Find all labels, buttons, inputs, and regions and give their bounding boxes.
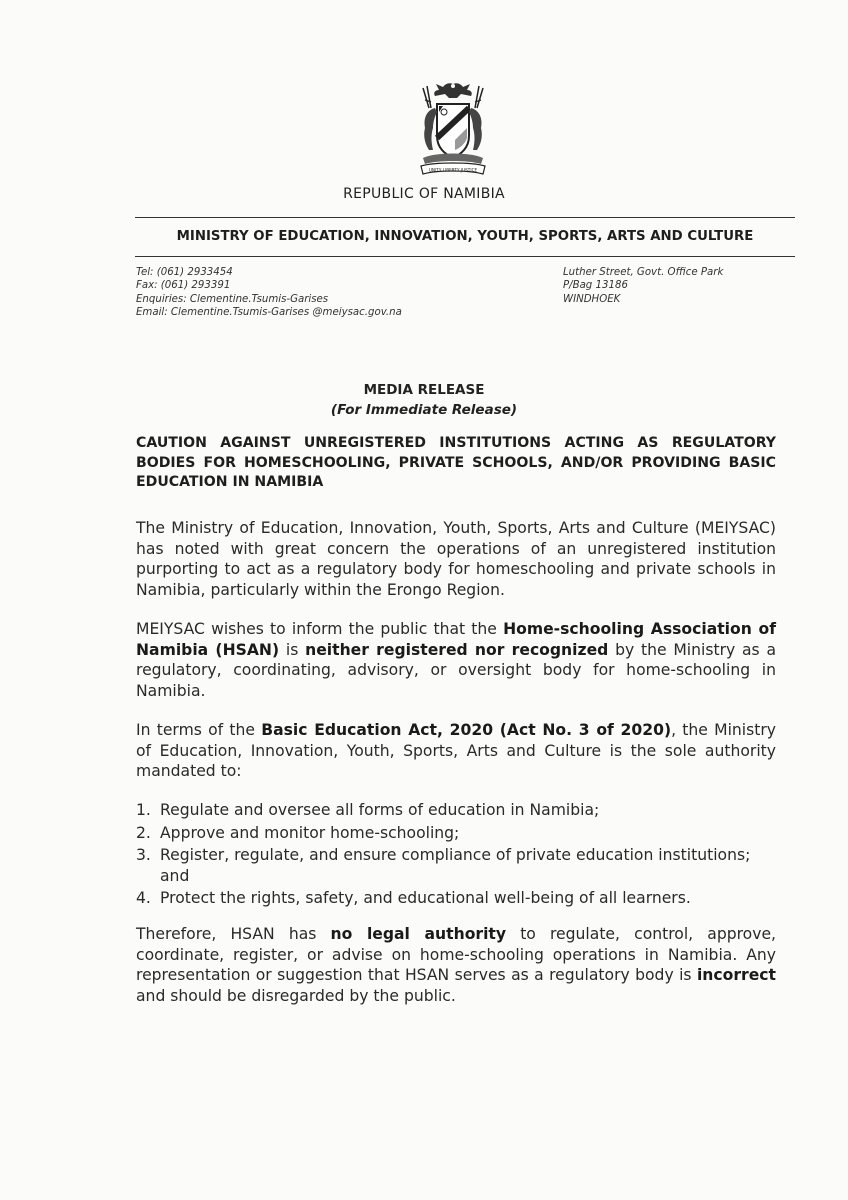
not-registered-emphasis: neither registered nor recognized (305, 640, 609, 659)
release-heading (0, 380, 848, 420)
paragraph-1: The Ministry of Education, Innovation, Youth, Sports, Arts and Culture (MEIYSAC) has noted with great concern the operations of an unregistered institution purporting to act as a regulatory body for homeschooling and private schools in Namibia, particularly within the Erongo Region. (136, 519, 776, 599)
hsan-name: Home-schooling Association of Namibia (HSAN) (136, 620, 776, 659)
enquiries: Enquiries: Clementine.Tsumis-Garises (136, 293, 329, 305)
paragraph-4-text-c: to regulate, control, approve, coordinate, register, or advise on home-schooling operations in Namibia. Any representation or suggestion that HSAN serves as a regulatory body is (136, 925, 776, 984)
list-item (136, 888, 776, 909)
mandate-list (136, 800, 776, 911)
paragraph-2-text-e: by the Ministry as a regulatory, coordinating, advisory, or oversight body for home-schooling in Namibia. (136, 640, 777, 700)
list-item (136, 845, 776, 886)
list-text: Approve and monitor home-schooling; (160, 823, 460, 842)
email: Email: Clementine.Tsumis-Garises @meiysac.gov.na (136, 306, 402, 318)
street-address: Luther Street, Govt. Office Park (563, 267, 724, 278)
namibia-coat-of-arms-icon (405, 78, 501, 180)
paragraph-2 (136, 619, 776, 701)
list-number: 4. (136, 889, 151, 907)
paragraph-2-text-c: is (279, 640, 306, 659)
list-number: 3. (136, 846, 151, 864)
header-divider-top (135, 217, 795, 218)
paragraph-4-text-e: and should be disregarded by the public. (136, 986, 456, 1005)
list-item (136, 823, 776, 844)
contact-details (136, 266, 402, 319)
paragraph-4 (136, 924, 776, 1006)
list-text: Regulate and oversee all forms of education in Namibia; (160, 801, 600, 819)
header-divider-bottom (135, 256, 795, 257)
coat-of-arms-motto: UNITY LIBERTY JUSTICE (428, 167, 478, 173)
list-text: Register, regulate, and ensure compliance of private education institutions; and (160, 846, 751, 885)
release-headline: CAUTION AGAINST UNREGISTERED INSTITUTIONS ACTING AS REGULATORY BODIES FOR HOMESCHOOLING, PRIVATE SCHOOLS, AND/OR PROVIDING BASIC EDUCATION IN NAMIBIA (136, 435, 776, 490)
ministry-name: MINISTRY OF EDUCATION, INNOVATION, YOUTH, SPORTS, ARTS AND CULTURE (176, 229, 754, 244)
release-title: MEDIA RELEASE (363, 382, 485, 398)
city: WINDHOEK (563, 293, 621, 305)
act-reference: Basic Education Act, 2020 (Act No. 3 of 2020) (261, 721, 672, 739)
list-number: 1. (136, 801, 151, 819)
postal-address (563, 266, 723, 306)
country-name: REPUBLIC OF NAMIBIA (343, 186, 505, 202)
paragraph-2-text-a: MEIYSAC wishes to inform the public that the (136, 620, 504, 638)
paragraph-3-text-c: , the Ministry of Education, Innovation, Youth, Sports, Arts and Culture is the sole authority mandated to: (136, 721, 776, 780)
paragraph-4-text-a: Therefore, HSAN has (136, 925, 331, 943)
no-legal-authority-emphasis: no legal authority (330, 925, 507, 943)
list-text: Protect the rights, safety, and educational well-being of all learners. (160, 889, 691, 907)
po-bag: P/Bag 13186 (563, 280, 628, 292)
incorrect-emphasis: incorrect (696, 966, 776, 984)
paragraph-3-text-a: In terms of the (136, 721, 262, 739)
telephone: Tel: (061) 2933454 (136, 267, 233, 278)
list-item (136, 800, 776, 821)
release-subtitle: (For Immediate Release) (330, 402, 518, 418)
paragraph-3 (136, 720, 776, 782)
fax: Fax: (061) 293391 (136, 280, 231, 292)
list-number: 2. (136, 823, 151, 842)
